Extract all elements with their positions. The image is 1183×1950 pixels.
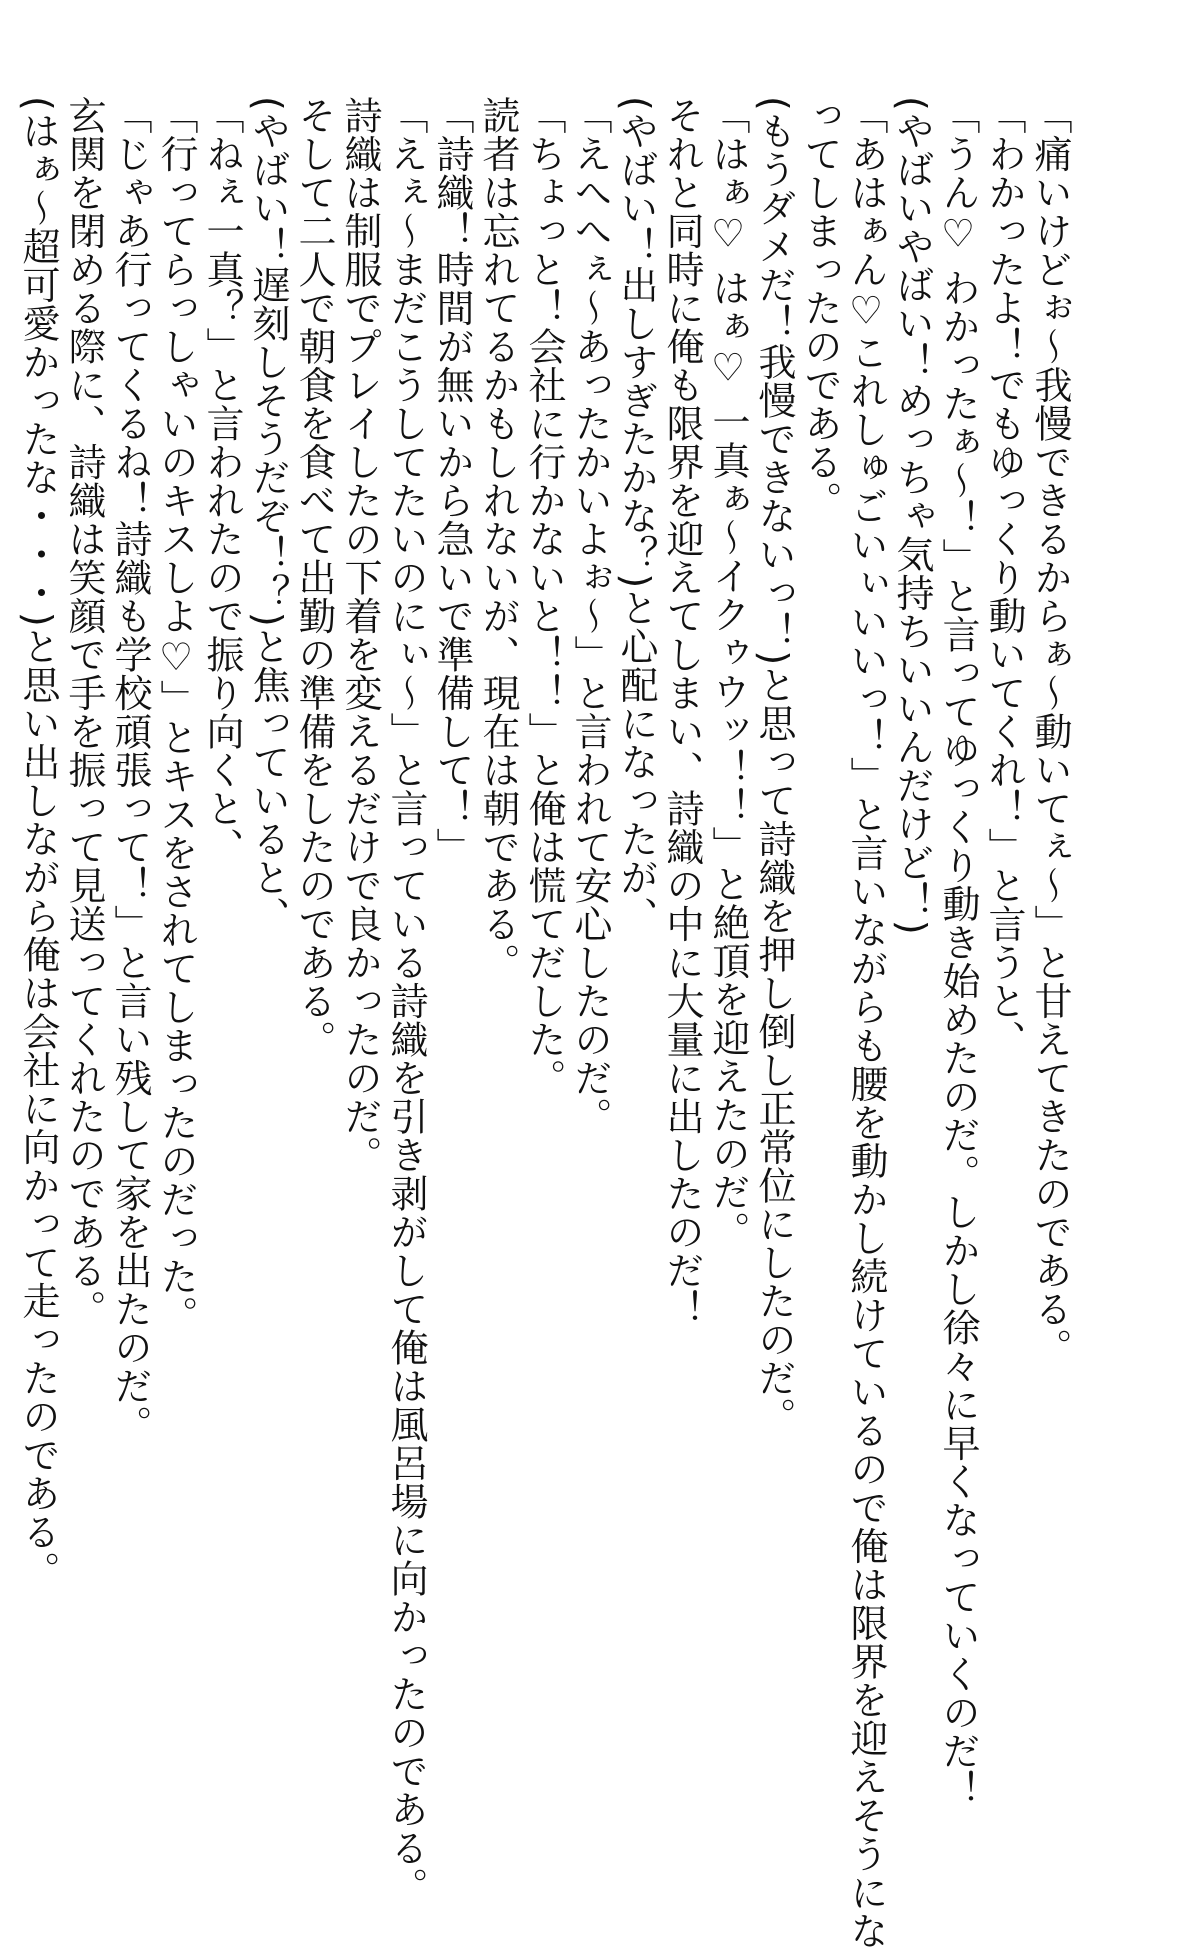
text-line: 「あはぁん♡これしゅごいぃいいっ！」と言いながらも腰を動かし続けているので俺は限界を迎えそうにな [844,96,888,1950]
text-line: (やばい！出しすぎたかな？)と心配になったが、 [614,96,658,936]
text-line: 「ねぇ一真？」と言われたので振り向くと、 [200,96,244,866]
text-line: 「ちょっと！会社に行かないと！！」と俺は慌てだした。 [522,96,566,1097]
text-line: 玄関を閉める際に、詩織は笑顔で手を振って見送ってくれたのである。 [62,96,106,1328]
text-line: (やばいやばい！めっちゃ気持ちいいんだけど！) [890,96,934,936]
text-line: 「わかったよ！でもゆっくり動いてくれ！」と言うと、 [982,96,1026,1059]
paragraph-gap [0,96,15,1716]
vertical-text-body [0,96,1073,1950]
text-line: 「詩織！時間が無いから急いで準備して！」 [430,96,474,866]
text-line: (やばい！遅刻しそうだぞ！？)と焦っていると、 [246,96,290,936]
text-line: ってしまったのである。 [798,96,842,520]
text-line: 「行ってらっしゃいのキスしよ♡」とキスをされてしまったのだった。 [154,96,198,1334]
text-line: そして二人で朝食を食べて出勤の準備をしたのである。 [292,96,336,1059]
text-line: 詩織は制服でプレイしたの下着を変えるだけで良かったのだ。 [338,96,382,1174]
text-line: それと同時に俺も限界を迎えてしまい、詩織の中に大量に出したのだ！ [660,96,704,1328]
text-line: (もうダメだ！我慢できないっ！)と思って詩織を押し倒し正常位にしたのだ。 [752,96,796,1436]
text-line: 「痛いけどぉ～我慢できるからぁ～動いてぇ～」と甘えてきたのである。 [1028,96,1072,1367]
text-line: (はぁ～超可愛かったな・・・)と思い出しながら俺は会社に向かって走ったのである。 [16,96,60,1590]
text-line: 「えへへぇ～あったかいよぉ～」と言われて安心したのだ。 [568,96,612,1136]
text-line: 「じゃあ行ってくるね！詩織も学校頑張って！」と言い残して家を出たのだ。 [108,96,152,1444]
text-line: 読者は忘れてるかもしれないが、現在は朝である。 [476,96,520,982]
paragraph-1 [15,96,1073,1950]
text-line: 「うん♡ わかったぁ～！」と言ってゆっくり動き始めたのだ。しかし徐々に早くなっていくのだ！ [936,96,980,1809]
text-line: 「えぇ～まだこうしてたいのにぃ～」と言っている詩織を引き剥がして俺は風呂場に向かったのである。 [384,96,428,1906]
text-line: 「はぁ♡ はぁ♡ 一真ぁ～イクゥウッ！！」と絶頂を迎えたのだ。 [706,96,750,1250]
